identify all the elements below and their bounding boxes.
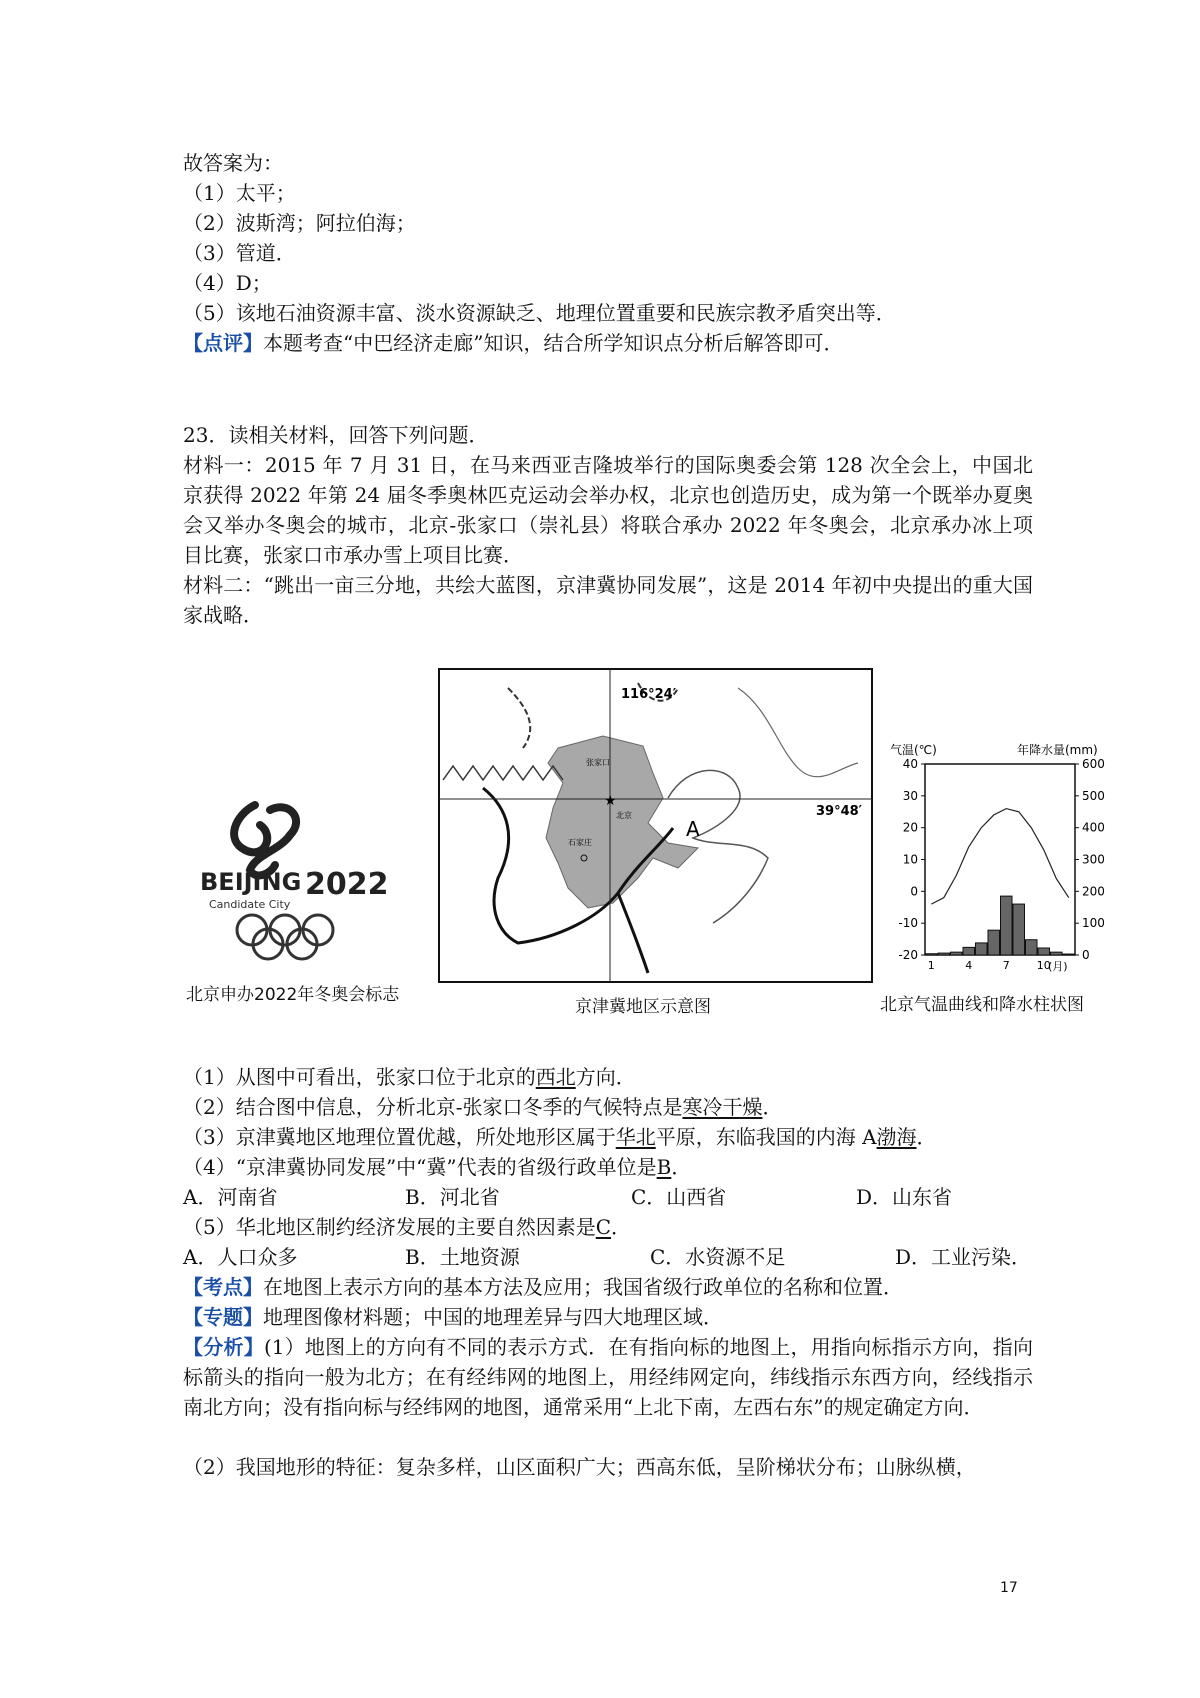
month-tick-label: 4: [965, 959, 973, 972]
left-tick-label: 20: [902, 820, 918, 835]
month-tick-label: 10: [1036, 959, 1051, 972]
q4-option-d: D．山东省: [856, 1185, 953, 1209]
comment-line: [183, 328, 843, 358]
q3-answer-2: 渤海: [876, 1125, 917, 1149]
latitude-label: 39°48′: [816, 804, 863, 819]
month-tick-label: 1: [927, 959, 935, 972]
comment-text: 本题考查“中巴经济走廊”知识，结合所学知识点分析后解答即可．: [263, 331, 844, 355]
q5-option-a: A．人口众多: [183, 1245, 298, 1269]
precipitation-bar: [963, 947, 975, 955]
q5-option-c: C．水资源不足: [650, 1245, 786, 1269]
month-ticks: [928, 959, 1051, 972]
map-caption: 京津冀地区示意图: [575, 997, 711, 1017]
precipitation-bar: [988, 930, 1000, 955]
q1-answer: 西北: [535, 1065, 576, 1089]
comment-tag: 【点评】: [183, 331, 263, 355]
precipitation-bar: [1051, 952, 1063, 955]
right-tick-label: 200: [1082, 884, 1105, 899]
zhuanti-text: 地理图像材料题；中国的地理差异与四大地理区域．: [263, 1305, 723, 1329]
q4-option-a: A．河南省: [183, 1185, 278, 1209]
answer-intro: 故答案为：: [183, 151, 283, 175]
precipitation-bar: [1038, 948, 1050, 955]
q3-mid: 平原，东临我国的内海 A: [655, 1125, 877, 1149]
right-tick-label: 300: [1082, 852, 1105, 867]
fenxi-text-2: （2）我国地形的特征：复杂多样，山区面积广大；西高东低，呈阶梯状分布；山脉纵横，: [183, 1455, 976, 1479]
city-shijiazhuang: 石家庄: [568, 838, 592, 847]
q3-answer-1: 华北: [615, 1125, 656, 1149]
precipitation-bar: [1001, 896, 1013, 955]
city-beijing: 北京: [616, 811, 632, 820]
city-zhangjiakou: 张家口: [586, 758, 610, 767]
material-1: 材料一：2015 年 7 月 31 日，在马来西亚吉隆坡举行的国际奥委会第 128 次全会上，中国北京获得 2022 年第 24 届冬季奥林匹克运动会举办权，北京也创造历史，成为第一个既举办夏奥会又举办冬奥会的城市，北京-张家口（崇礼县）将联合承办 2022 年冬奥会，北京承办冰上项目比赛，张家口市承办雪上项目比赛．: [183, 453, 1033, 567]
month-unit: (月): [1048, 960, 1068, 973]
subquestion-2: [183, 1092, 782, 1122]
q5-options: [183, 1242, 1031, 1272]
precipitation-bar: [976, 943, 988, 955]
q4-answer: B: [656, 1155, 672, 1179]
right-tick-label: 400: [1082, 820, 1105, 835]
question-23-title: 23．读相关材料，回答下列问题．: [183, 423, 489, 447]
olympic-bid-logo: [195, 790, 405, 970]
zhuanti-tag: 【专题】: [183, 1305, 263, 1329]
q1-end: 方向．: [575, 1065, 636, 1089]
subquestion-3: [183, 1122, 937, 1152]
chart-left-title: 气温(℃): [890, 743, 937, 757]
olympic-rings-icon: [237, 915, 333, 959]
fenxi-tag: 【分析】: [183, 1335, 264, 1359]
right-tick-label: 0: [1082, 948, 1090, 962]
answer-3: （3）管道．: [183, 241, 296, 265]
climate-chart: [880, 740, 1125, 980]
left-tick-label: 30: [902, 788, 918, 803]
q2-answer: 寒冷干燥: [682, 1095, 763, 1119]
chart-right-title: 年降水量(mm): [1017, 743, 1098, 757]
logo-year: 2022: [305, 867, 389, 902]
left-tick-label: -10: [898, 916, 918, 931]
climate-caption: 北京气温曲线和降水柱状图: [880, 995, 1084, 1015]
subquestion-1: [183, 1062, 636, 1092]
answer-1: （1）太平；: [183, 181, 296, 205]
subquestion-4: [183, 1152, 691, 1182]
right-tick-label: 100: [1082, 916, 1105, 931]
sea-label-a: A: [686, 817, 700, 841]
answer-5: （5）该地石油资源丰富、淡水资源缺乏、地理位置重要和民族宗教矛盾突出等．: [183, 301, 896, 325]
answer-4: （4）D；: [183, 271, 272, 295]
precipitation-bar: [1026, 940, 1038, 955]
right-tick-label: 600: [1082, 757, 1105, 771]
page-number: 17: [1000, 1580, 1018, 1596]
q4-end: ．: [671, 1155, 692, 1179]
kaodian-text: 在地图上表示方向的基本方法及应用；我国省级行政单位的名称和位置．: [263, 1275, 903, 1299]
temperature-curve: [931, 809, 1069, 905]
zhuanti-line: [183, 1302, 723, 1332]
q2-end: ．: [762, 1095, 783, 1119]
q5-end: ．: [611, 1215, 632, 1239]
q4-text: （4）“京津冀协同发展”中“冀”代表的省级行政单位是: [183, 1155, 657, 1179]
capital-star-icon: ★: [604, 793, 617, 809]
q2-text: （2）结合图中信息，分析北京-张家口冬季的气候特点是: [183, 1095, 683, 1119]
q5-option-d: D．工业污染．: [895, 1245, 1032, 1269]
q4-options: [183, 1182, 952, 1212]
right-axis-ticks: [1075, 757, 1105, 962]
precipitation-bar: [938, 953, 950, 955]
kaodian-tag: 【考点】: [183, 1275, 263, 1299]
precipitation-bar: [926, 954, 938, 955]
right-tick-label: 500: [1082, 788, 1105, 803]
q3-end: ．: [916, 1125, 937, 1149]
left-tick-label: -20: [898, 948, 918, 962]
left-tick-label: 40: [902, 757, 918, 771]
jingjinji-map: [438, 668, 873, 983]
left-tick-label: 10: [902, 852, 918, 867]
fenxi-text-1: (1）地图上的方向有不同的表示方式．在有指向标的地图上，用指向标指示方向，指向标箭头的指向一般为北方；在有经纬网的地图上，用经纬网定向，纬线指示东西方向，经线指示南北方向；没有指向标与经纬网的地图，通常采用“上北下南，左西右东”的规定确定方向．: [183, 1335, 1034, 1419]
kaodian-line: [183, 1272, 903, 1302]
material-2: 材料二：“跳出一亩三分地，共绘大蓝图，京津冀协同发展”，这是 2014 年初中央提出的重大国家战略．: [183, 573, 1033, 627]
subquestion-5: [183, 1212, 631, 1242]
q5-text: （5）华北地区制约经济发展的主要自然因素是: [183, 1215, 596, 1239]
precipitation-bars: [926, 896, 1075, 955]
logo-subtitle: Candidate City: [209, 898, 291, 911]
answer-2: （2）波斯湾；阿拉伯海；: [183, 211, 416, 235]
precipitation-bar: [951, 952, 963, 955]
left-tick-label: 0: [910, 884, 918, 899]
q1-text: （1）从图中可看出，张家口位于北京的: [183, 1065, 536, 1089]
logo-wordmark: BEIJING: [200, 868, 302, 896]
longitude-label: 116°24′: [621, 687, 677, 702]
q4-option-b: B．河北省: [405, 1185, 500, 1209]
q3-text: （3）京津冀地区地理位置优越，所处地形区属于: [183, 1125, 616, 1149]
precipitation-bar: [1013, 904, 1025, 955]
fenxi-line: [183, 1332, 1033, 1422]
month-tick-label: 7: [1002, 959, 1010, 972]
precipitation-bar: [1063, 954, 1075, 955]
logo-caption: 北京申办2022年冬奥会标志: [186, 985, 400, 1005]
q4-option-c: C．山西省: [631, 1185, 727, 1209]
q5-option-b: B．土地资源: [405, 1245, 520, 1269]
left-axis-ticks: [898, 757, 925, 962]
q5-answer: C: [595, 1215, 612, 1239]
logo-skater-icon: [234, 805, 296, 875]
